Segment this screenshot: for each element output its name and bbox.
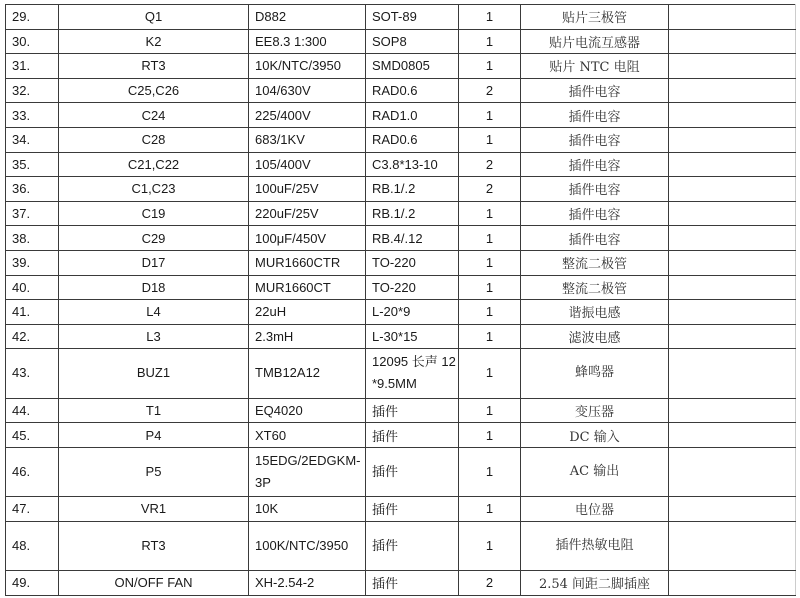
part-value-cell: TMB12A12 bbox=[249, 349, 366, 398]
description-cell: 变压器 bbox=[521, 398, 669, 423]
description-cell: DC 输入 bbox=[521, 423, 669, 448]
empty-cell bbox=[669, 103, 796, 128]
designator-cell: P5 bbox=[59, 447, 249, 496]
empty-cell bbox=[669, 324, 796, 349]
description-cell: 插件电容 bbox=[521, 103, 669, 128]
package-cell: SOT-89 bbox=[366, 5, 459, 30]
quantity-cell: 1 bbox=[459, 398, 521, 423]
table-row bbox=[6, 447, 796, 496]
part-value-cell: EE8.3 1:300 bbox=[249, 29, 366, 54]
row-number-cell: 48. bbox=[6, 521, 59, 570]
package-cell: TO-220 bbox=[366, 275, 459, 300]
row-number-cell: 32. bbox=[6, 78, 59, 103]
quantity-cell: 1 bbox=[459, 447, 521, 496]
quantity-cell: 2 bbox=[459, 570, 521, 595]
part-value-cell: XT60 bbox=[249, 423, 366, 448]
designator-cell: ON/OFF FAN bbox=[59, 570, 249, 595]
table-row bbox=[6, 324, 796, 349]
package-cell: RB.4/.12 bbox=[366, 226, 459, 251]
row-number-cell: 44. bbox=[6, 398, 59, 423]
part-value-cell: EQ4020 bbox=[249, 398, 366, 423]
package-cell: L-30*15 bbox=[366, 324, 459, 349]
part-value-cell: MUR1660CT bbox=[249, 275, 366, 300]
table-row bbox=[6, 54, 796, 79]
designator-cell: C21,C22 bbox=[59, 152, 249, 177]
designator-cell: D18 bbox=[59, 275, 249, 300]
designator-cell: BUZ1 bbox=[59, 349, 249, 398]
empty-cell bbox=[669, 152, 796, 177]
table-row bbox=[6, 275, 796, 300]
part-value-cell: D882 bbox=[249, 5, 366, 30]
part-value-cell: 100K/NTC/3950 bbox=[249, 521, 366, 570]
designator-cell: T1 bbox=[59, 398, 249, 423]
bom-table bbox=[5, 4, 796, 596]
row-number-cell: 49. bbox=[6, 570, 59, 595]
description-cell: 整流二极管 bbox=[521, 275, 669, 300]
row-number-cell: 46. bbox=[6, 447, 59, 496]
designator-cell: D17 bbox=[59, 250, 249, 275]
description-cell: 插件电容 bbox=[521, 201, 669, 226]
part-value-cell: 22uH bbox=[249, 300, 366, 325]
quantity-cell: 1 bbox=[459, 226, 521, 251]
part-value-cell: 225/400V bbox=[249, 103, 366, 128]
package-cell: RB.1/.2 bbox=[366, 201, 459, 226]
quantity-cell: 1 bbox=[459, 423, 521, 448]
description-cell: 贴片 NTC 电阻 bbox=[521, 54, 669, 79]
row-number-cell: 41. bbox=[6, 300, 59, 325]
package-cell: RAD0.6 bbox=[366, 78, 459, 103]
row-number-cell: 40. bbox=[6, 275, 59, 300]
designator-cell: C1,C23 bbox=[59, 177, 249, 202]
table-row bbox=[6, 226, 796, 251]
part-value-cell: 100μF/450V bbox=[249, 226, 366, 251]
part-value-cell: 15EDG/2EDGKM-3P bbox=[249, 447, 366, 496]
table-row bbox=[6, 570, 796, 595]
part-value-cell: 100uF/25V bbox=[249, 177, 366, 202]
row-number-cell: 47. bbox=[6, 497, 59, 522]
quantity-cell: 2 bbox=[459, 177, 521, 202]
table-row bbox=[6, 349, 796, 398]
empty-cell bbox=[669, 78, 796, 103]
empty-cell bbox=[669, 570, 796, 595]
empty-cell bbox=[669, 275, 796, 300]
package-cell: RAD1.0 bbox=[366, 103, 459, 128]
designator-cell: L4 bbox=[59, 300, 249, 325]
designator-cell: L3 bbox=[59, 324, 249, 349]
empty-cell bbox=[669, 349, 796, 398]
part-value-cell: 10K/NTC/3950 bbox=[249, 54, 366, 79]
quantity-cell: 1 bbox=[459, 127, 521, 152]
description-cell: 插件电容 bbox=[521, 226, 669, 251]
quantity-cell: 1 bbox=[459, 349, 521, 398]
package-cell: RB.1/.2 bbox=[366, 177, 459, 202]
package-cell: RAD0.6 bbox=[366, 127, 459, 152]
description-cell: 谐振电感 bbox=[521, 300, 669, 325]
package-cell: 插件 bbox=[366, 398, 459, 423]
table-row bbox=[6, 127, 796, 152]
row-number-cell: 37. bbox=[6, 201, 59, 226]
table-row bbox=[6, 398, 796, 423]
row-number-cell: 36. bbox=[6, 177, 59, 202]
quantity-cell: 1 bbox=[459, 5, 521, 30]
part-value-cell: 2.3mH bbox=[249, 324, 366, 349]
quantity-cell: 1 bbox=[459, 497, 521, 522]
part-value-cell: 220uF/25V bbox=[249, 201, 366, 226]
quantity-cell: 1 bbox=[459, 324, 521, 349]
empty-cell bbox=[669, 177, 796, 202]
empty-cell bbox=[669, 423, 796, 448]
package-cell: C3.8*13-10 bbox=[366, 152, 459, 177]
empty-cell bbox=[669, 398, 796, 423]
row-number-cell: 29. bbox=[6, 5, 59, 30]
empty-cell bbox=[669, 497, 796, 522]
row-number-cell: 38. bbox=[6, 226, 59, 251]
quantity-cell: 1 bbox=[459, 201, 521, 226]
designator-cell: K2 bbox=[59, 29, 249, 54]
table-row bbox=[6, 29, 796, 54]
empty-cell bbox=[669, 127, 796, 152]
empty-cell bbox=[669, 250, 796, 275]
designator-cell: Q1 bbox=[59, 5, 249, 30]
package-cell: 插件 bbox=[366, 521, 459, 570]
designator-cell: RT3 bbox=[59, 54, 249, 79]
table-row bbox=[6, 497, 796, 522]
package-cell: 插件 bbox=[366, 497, 459, 522]
table-row bbox=[6, 423, 796, 448]
description-cell: 蜂鸣器 bbox=[521, 349, 669, 398]
description-cell: 插件热敏电阻 bbox=[521, 521, 669, 570]
empty-cell bbox=[669, 226, 796, 251]
row-number-cell: 30. bbox=[6, 29, 59, 54]
row-number-cell: 34. bbox=[6, 127, 59, 152]
designator-cell: RT3 bbox=[59, 521, 249, 570]
row-number-cell: 42. bbox=[6, 324, 59, 349]
package-cell: 插件 bbox=[366, 423, 459, 448]
description-cell: 电位器 bbox=[521, 497, 669, 522]
quantity-cell: 1 bbox=[459, 300, 521, 325]
table-row bbox=[6, 300, 796, 325]
empty-cell bbox=[669, 521, 796, 570]
description-cell: 贴片三极管 bbox=[521, 5, 669, 30]
package-cell: 插件 bbox=[366, 570, 459, 595]
table-row bbox=[6, 5, 796, 30]
part-value-cell: 104/630V bbox=[249, 78, 366, 103]
table-row bbox=[6, 201, 796, 226]
table-row bbox=[6, 78, 796, 103]
description-cell: 2.54 间距二脚插座 bbox=[521, 570, 669, 595]
quantity-cell: 1 bbox=[459, 275, 521, 300]
quantity-cell: 1 bbox=[459, 54, 521, 79]
table-row bbox=[6, 152, 796, 177]
designator-cell: C29 bbox=[59, 226, 249, 251]
description-cell: 贴片电流互感器 bbox=[521, 29, 669, 54]
designator-cell: P4 bbox=[59, 423, 249, 448]
empty-cell bbox=[669, 54, 796, 79]
package-cell: SMD0805 bbox=[366, 54, 459, 79]
empty-cell bbox=[669, 447, 796, 496]
row-number-cell: 33. bbox=[6, 103, 59, 128]
description-cell: 滤波电感 bbox=[521, 324, 669, 349]
row-number-cell: 35. bbox=[6, 152, 59, 177]
empty-cell bbox=[669, 5, 796, 30]
quantity-cell: 1 bbox=[459, 250, 521, 275]
quantity-cell: 1 bbox=[459, 103, 521, 128]
designator-cell: C24 bbox=[59, 103, 249, 128]
description-cell: 插件电容 bbox=[521, 177, 669, 202]
part-value-cell: MUR1660CTR bbox=[249, 250, 366, 275]
description-cell: 插件电容 bbox=[521, 127, 669, 152]
quantity-cell: 1 bbox=[459, 29, 521, 54]
part-value-cell: 105/400V bbox=[249, 152, 366, 177]
package-cell: 插件 bbox=[366, 447, 459, 496]
designator-cell: C25,C26 bbox=[59, 78, 249, 103]
empty-cell bbox=[669, 29, 796, 54]
empty-cell bbox=[669, 201, 796, 226]
row-number-cell: 43. bbox=[6, 349, 59, 398]
package-cell: TO-220 bbox=[366, 250, 459, 275]
empty-cell bbox=[669, 300, 796, 325]
package-cell: SOP8 bbox=[366, 29, 459, 54]
quantity-cell: 2 bbox=[459, 152, 521, 177]
table-row bbox=[6, 177, 796, 202]
description-cell: AC 输出 bbox=[521, 447, 669, 496]
designator-cell: C28 bbox=[59, 127, 249, 152]
designator-cell: C19 bbox=[59, 201, 249, 226]
quantity-cell: 2 bbox=[459, 78, 521, 103]
designator-cell: VR1 bbox=[59, 497, 249, 522]
part-value-cell: XH-2.54-2 bbox=[249, 570, 366, 595]
description-cell: 插件电容 bbox=[521, 78, 669, 103]
row-number-cell: 45. bbox=[6, 423, 59, 448]
quantity-cell: 1 bbox=[459, 521, 521, 570]
row-number-cell: 31. bbox=[6, 54, 59, 79]
table-row bbox=[6, 103, 796, 128]
row-number-cell: 39. bbox=[6, 250, 59, 275]
package-cell: 12095 长声 12*9.5MM bbox=[366, 349, 459, 398]
table-row bbox=[6, 250, 796, 275]
package-cell: L-20*9 bbox=[366, 300, 459, 325]
description-cell: 整流二极管 bbox=[521, 250, 669, 275]
table-row bbox=[6, 521, 796, 570]
description-cell: 插件电容 bbox=[521, 152, 669, 177]
part-value-cell: 683/1KV bbox=[249, 127, 366, 152]
part-value-cell: 10K bbox=[249, 497, 366, 522]
